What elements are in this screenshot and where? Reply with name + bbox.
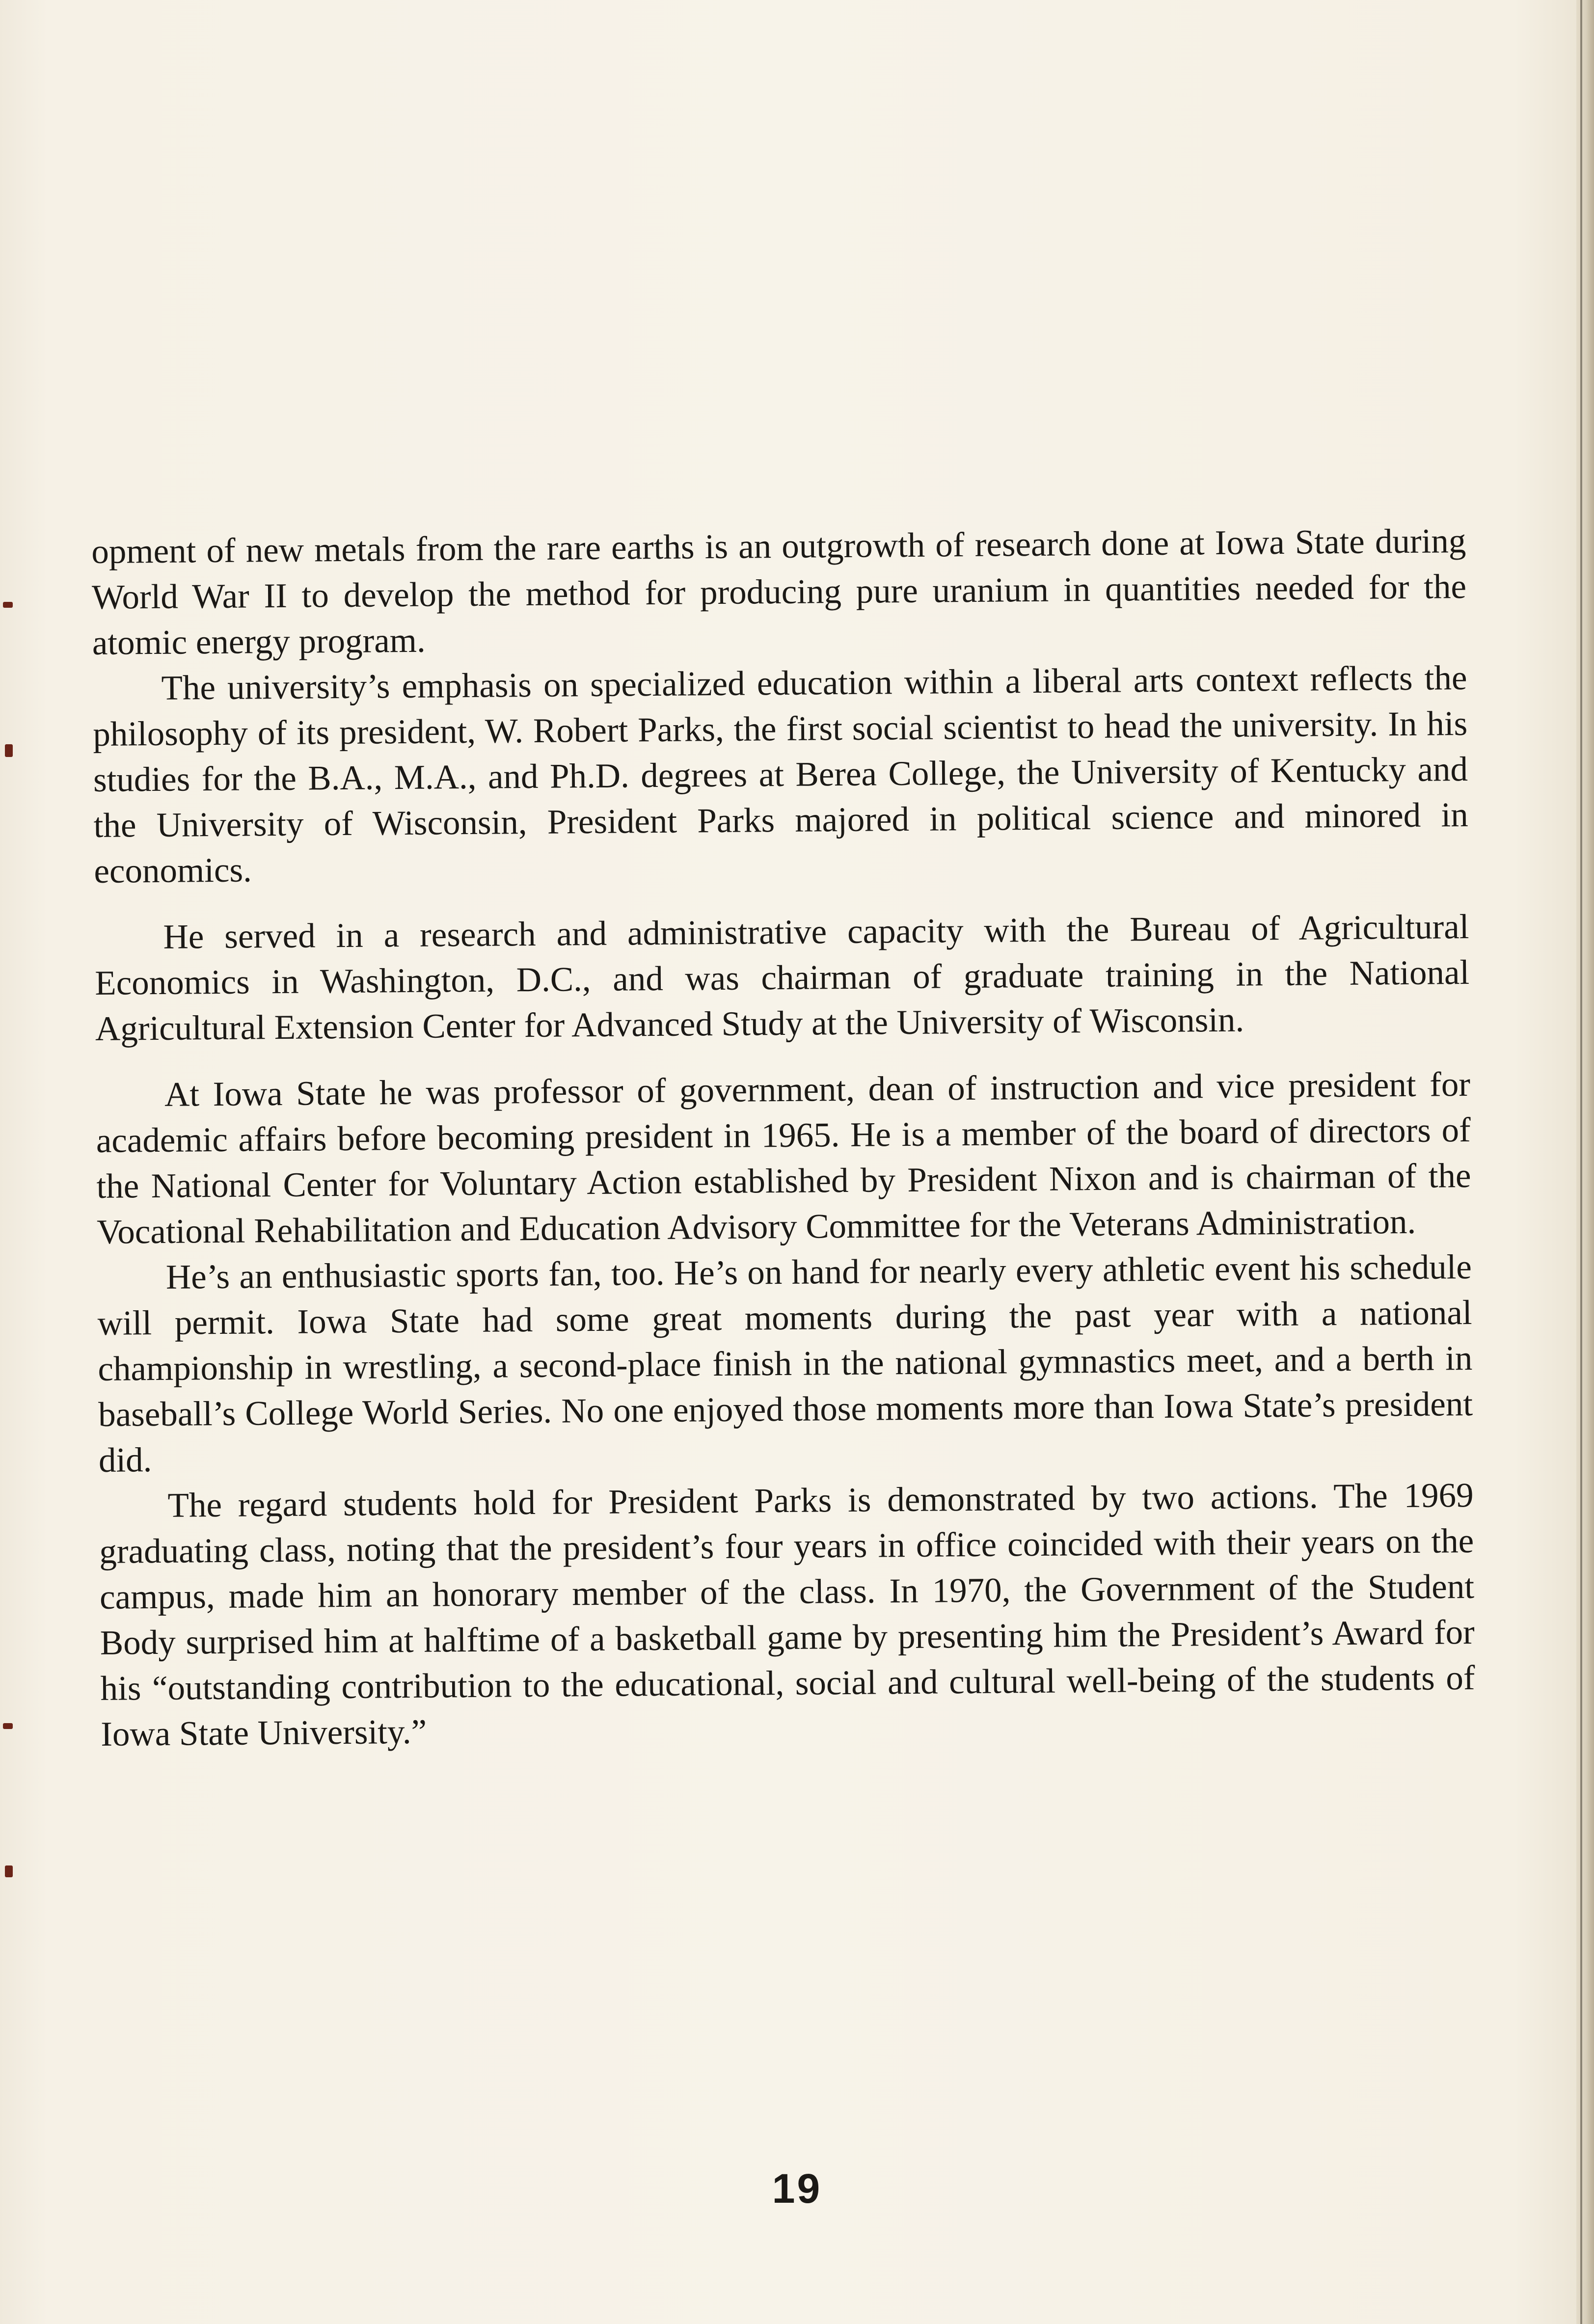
- page-edge: [1576, 0, 1594, 2324]
- margin-mark: [5, 744, 13, 757]
- paragraph-sports: He’s an enthusiastic sports fan, too. He’s on hand for nearly every athletic event his schedule will permit. Iowa State had some great moments during the past year with a national championship in wrestling, a second-place finish in the national gymnastics meet, and a berth in baseball’s College World Series. No one enjoyed those moments more than Iowa State’s president did.: [97, 1247, 1473, 1480]
- paragraph-career: He served in a research and administrative capacity with the Bureau of Agricultural Economics in Washington, D.C., and was chairman of graduate training in the National Agricultural Extension Center for Advanced Study at the University of Wisconsin.: [94, 907, 1470, 1048]
- margin-mark: [3, 602, 13, 608]
- margin-mark: [5, 1865, 13, 1877]
- page-number: 19: [772, 2165, 822, 2212]
- paragraph-emphasis: The university’s emphasis on specialized education within a liberal arts context reflects the philosophy of its president, W. Robert Parks, the first social scientist to head the university. In his studies for the B.A., M.A., and Ph.D. degrees at Berea College, the University of Kentucky and the University of Wisconsin, President Parks majored in political science and minored in economics.: [92, 659, 1468, 891]
- paragraph-regard: The regard students hold for President Parks is demonstrated by two actions. The 1969 graduating class, noting that the president’s four years in office coincided with their years on the campus, made him an honorary member of the class. In 1970, the Government of the Student Body surprised him at halftime of a basketball game by presenting him the President’s Award for his “outstanding contribution to the educational, social and cultural well-being of the students of Iowa State University.”: [99, 1476, 1475, 1754]
- paragraph-iowa-state: At Iowa State he was professor of government, dean of instruction and vice president for academic affairs before becoming president in 1965. He is a member of the board of directors of the National Center for Voluntary Action established by President Nixon and is chairman of the Vocational Rehabilitation and Education Advisory Committee for the Veterans Administration.: [96, 1065, 1471, 1251]
- page-edge-shadow: [1580, 0, 1582, 2324]
- margin-mark: [3, 1723, 13, 1729]
- body-text: [91, 518, 1476, 1757]
- paragraph-continuation: opment of new metals from the rare earths is an outgrowth of research done at Iowa State during World War II to develop the method for producing pure uranium in quantities needed for the atomic energy program.: [91, 522, 1467, 662]
